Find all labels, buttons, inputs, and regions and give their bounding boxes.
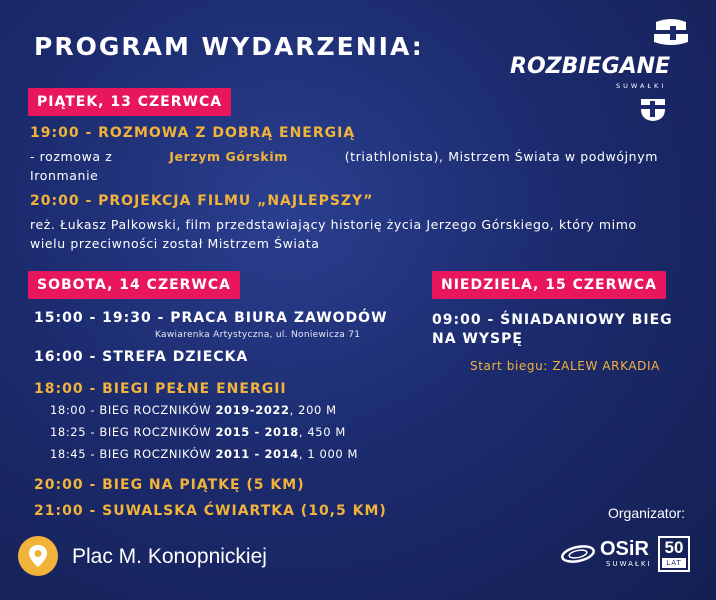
event1-text-c: Ironmanie xyxy=(30,168,99,183)
event1-highlight: Jerzym Górskim xyxy=(169,149,288,164)
saturday-item1-sub: Kawiarenka Artystyczna, ul. Noniewicza 71 xyxy=(155,330,361,340)
organizer-label: Organizator: xyxy=(608,505,686,521)
saturday-item5: 21:00 - SUWALSKA ĆWIARTKA (10,5 KM) xyxy=(34,503,387,519)
osir-anniv-sub: LAT xyxy=(662,558,686,568)
sunday-start: Start biegu: ZALEW ARKADIA xyxy=(470,359,660,373)
race-dist: , 200 M xyxy=(289,403,337,417)
saturday-badge: SOBOTA, 14 CZERWCA xyxy=(28,271,240,299)
friday-event1-heading: 19:00 - ROZMOWA Z DOBRĄ ENERGIĄ xyxy=(30,125,356,141)
osir-name: OSiR xyxy=(600,538,649,560)
race-row xyxy=(50,425,346,439)
race-dist: , 1 000 M xyxy=(298,447,359,461)
race-pre: 18:25 - BIEG ROCZNIKÓW xyxy=(50,425,216,439)
race-years: 2019-2022 xyxy=(215,403,290,417)
race-row xyxy=(50,403,337,417)
race-dist: , 450 M xyxy=(298,425,346,439)
race-pre: 18:45 - BIEG ROCZNIKÓW xyxy=(50,447,216,461)
event1-text-a: - rozmowa z xyxy=(30,149,113,164)
logo-sub: SUWAŁKI xyxy=(616,82,667,90)
rozbiegane-top-icon xyxy=(650,18,692,52)
friday-event2-text: reż. Łukasz Palkowski, film przedstawiający historię życia Jerzego Górskiego, który mimo wielu przeciwności został Mistrzem Świata xyxy=(30,217,637,251)
osir-sub: SUWAŁKI xyxy=(606,560,652,568)
osir-swoosh-icon xyxy=(560,540,604,568)
race-pre: 18:00 - BIEG ROCZNIKÓW xyxy=(50,403,216,417)
race-years: 2015 - 2018 xyxy=(215,425,299,439)
page-title: PROGRAM WYDARZENIA: xyxy=(34,32,424,61)
friday-event1-text xyxy=(30,147,658,185)
rozbiegane-bottom-icon xyxy=(638,96,668,124)
race-years: 2011 - 2014 xyxy=(215,447,299,461)
friday-badge: PIĄTEK, 13 CZERWCA xyxy=(28,88,231,116)
location-icon xyxy=(18,536,58,576)
saturday-item2: 16:00 - STREFA DZIECKA xyxy=(34,349,249,365)
saturday-item3: 18:00 - BIEGI PEŁNE ENERGII xyxy=(34,381,287,397)
friday-event2-heading: 20:00 - PROJEKCJA FILMU „NAJLEPSZY” xyxy=(30,193,374,209)
race-row xyxy=(50,447,358,461)
event1-text-b: (triathlonista), Mistrzem Świata w podwójnym xyxy=(344,149,658,164)
osir-logo xyxy=(560,534,692,574)
logo-name: ROZBIEGANE xyxy=(510,54,671,79)
osir-50-box xyxy=(658,536,690,572)
osir-anniv: 50 xyxy=(664,538,684,557)
sunday-badge: NIEDZIELA, 15 CZERWCA xyxy=(432,271,666,299)
saturday-item1: 15:00 - 19:30 - PRACA BIURA ZAWODÓW xyxy=(34,310,388,326)
sunday-line1: 09:00 - ŚNIADANIOWY BIEG xyxy=(432,312,673,328)
place-name: Plac M. Konopnickiej xyxy=(72,545,267,568)
saturday-item4: 20:00 - BIEG NA PIĄTKĘ (5 KM) xyxy=(34,477,305,493)
sunday-line2: NA WYSPĘ xyxy=(432,331,523,347)
rozbiegane-logo xyxy=(508,14,696,126)
